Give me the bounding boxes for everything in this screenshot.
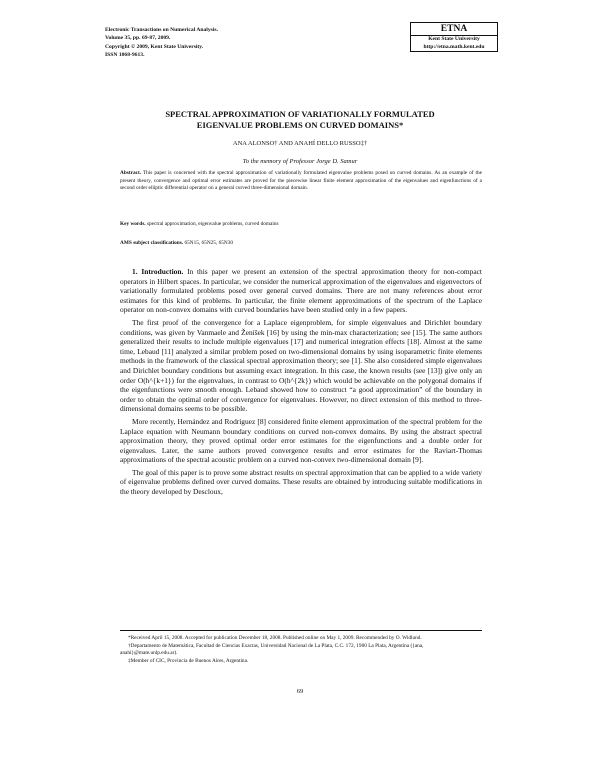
ams-label: AMS subject classifications. [120,240,184,246]
paragraph-2: The first proof of the convergence for a Laplace eigenproblem, for simple eigenvalues and Dirichlet boundary conditions, was given by Vanmaele and Ženíšek [16] by using the min-max characterization; see [15]. The same authors generalized their results to include multiple eigenvalues [17] and numerical integration effects [18]. Almost at the same time, Lebaud [11] analyzed a similar problem posed on two-dimensional domains by using isoparametric finite elements methods in the framework of the classical spectral approximation theory; see [1]. She also considered simple eigenvalues and Dirichlet boundary conditions but assuming exact integration. In this case, the known results (see [13]) give only an order O(h^{k+1}) for the eigenvalues, in contrast to O(h^{2k}) which would be achievable on the polygonal domains if the eigenfunctions were smooth enough. Lebaud showed how to construct “a good approximation” of the boundary in order to obtain the optimal order of convergence for eigenvalues. However, no direct extension of this method to three-dimensional domains seems to be possible. [120,317,482,414]
section-number: 1. [132,267,138,276]
journal-volume: Volume 35, pp. 69-87, 2009. [105,35,171,42]
ams-classification [120,240,482,246]
abstract [120,170,482,193]
etna-url[interactable]: http://etna.math.kent.edu [423,43,485,50]
footnote-member: ‡Member of CIC, Provincia de Buenos Aires, Argentina. [128,657,249,664]
journal-issn: ISSN 1068-9613. [105,52,145,59]
paragraph-4: The goal of this paper is to prove some abstract results on spectral approximation that can be applied to a wide variety of eigenvalue problems defined over curved domains. These results are obtained by introducing suitable modifications in the theory developed by Descloux, [120,467,482,497]
paragraph-1 [120,267,482,315]
etna-title: ETNA [411,23,497,36]
paragraph-3: More recently, Hernández and Rodríguez [8] considered finite element approximation of the spectral problem for the Laplace equation with Neumann boundary conditions on curved non-convex domains. By using the abstract spectral approximation theory, they proved optimal order error estimates for the eigenfunctions and a double order for eigenvalues. Later, the same authors proved convergence results and error estimates for the Raviart-Thomas approximations of the spectral acoustic problem on a curved non-convex two-dimensional domain [9]. [120,416,482,465]
authors: ANA ALONSO† AND ANAHÍ DELLO RUSSO‡† [232,140,368,147]
keywords-label: Key words. [120,221,146,227]
dedication: To the memory of Professor Jorge D. Samur [242,158,358,165]
footnote-received: *Received April 15, 2008. Accepted for publication December 18, 2008. Published online on May 1, 2009. Recommended by O. Widlund. [128,635,422,641]
journal-name: Electronic Transactions on Numerical Analysis. [105,27,218,33]
paragraph-1-text: In this paper we present an extension of the spectral approximation theory for non-compact operators in Hilbert spaces. In particular, we consider the numerical approximation of the eigenvalues and eigenvectors of variationally formulated problems posed over general curved domains. There are not many references about error estimates for this kind of problems. In particular, the finite element approximations of the spectrum of the Laplace operator on non-convex domains with curved boundaries have been studied only in a few papers. [120,267,482,315]
keywords-text: spectral approximation, eigenvalue problems, curved domains [146,221,279,227]
abstract-label: Abstract. [120,170,142,176]
footnote-affiliation: †Departamento de Matemática, Facultad de Ciencias Exactas, Universidad Nacional de La Plata, C.C. 172, 1900 La Plata, Argentina ({ana, anahi}@mate.unlp.edu.ar). [120,642,424,657]
section-title: Introduction. [141,267,184,276]
abstract-text: This paper is concerned with the spectral approximation of variationally formulated eigenvalue problems posed on curved domains. As an example of the present theory, convergence and optimal error estimates are proved for the piecewise linear finite element approximation of the eigenvalues and eigenfunctions of a second order elliptic differential operator on a general curved three-dimensional domain. [120,170,482,192]
title-line-2: EIGENVALUE PROBLEMS ON CURVED DOMAINS* [196,120,404,130]
title-line-1: SPECTRAL APPROXIMATION OF VARIATIONALLY FORMULATED [165,109,435,119]
paper-title [100,109,500,131]
footnotes [120,630,482,665]
keywords [120,221,482,227]
journal-copyright: Copyright © 2009, Kent State University. [105,43,204,50]
ams-text: 65N15, 65N25, 65N30 [184,240,234,246]
etna-logo-box [410,22,498,52]
etna-university: Kent State University [428,36,480,42]
journal-header [105,26,218,60]
body-text [120,267,482,500]
page-number: 69 [296,688,304,695]
